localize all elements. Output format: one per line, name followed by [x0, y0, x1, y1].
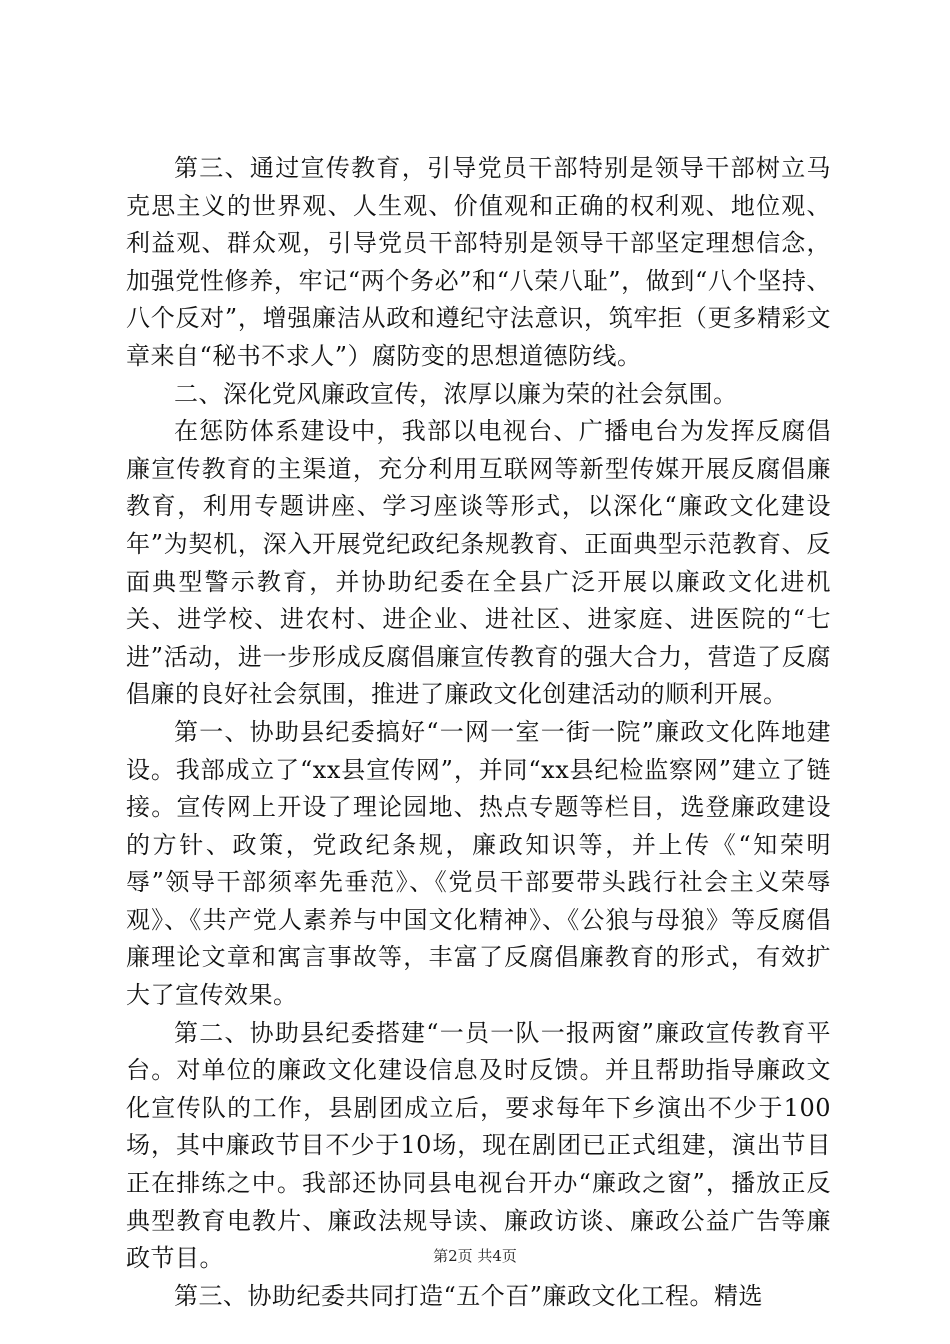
paragraph-first: 第一、协助县纪委搞好“一网一室一街一院”廉政文化阵地建设。我部成立了“xx县宣传网”，并同“xx县纪检监察网”建立了链接。宣传网上开设了理论园地、热点专题等栏目，选登廉政建设的方针、政策，党政纪条规，廉政知识等，并上传《“知荣明辱”领导干部须率先垂范》、《党员干部要带头践行社会主义荣辱观》、《共产党人素养与中国文化精神》、《公狼与母狼》等反腐倡廉理论文章和寓言事故等，丰富了反腐倡廉教育的形式，有效扩大了宣传效果。: [126, 717, 831, 1010]
document-body: [126, 150, 831, 1315]
paragraph-education: 第三、通过宣传教育，引导党员干部特别是领导干部树立马克思主义的世界观、人生观、价值观和正确的权利观、地位观、利益观、群众观，引导党员干部特别是领导干部坚定理想信念，加强党性修养，牢记“两个务必”和“八荣八耻”，做到“八个坚持、八个反对”，增强廉洁从政和遵纪守法意识，筑牢拒（更多精彩文章来自“秘书不求人”）腐防变的思想道德防线。: [126, 154, 831, 370]
paragraph-second: 第二、协助县纪委搭建“一员一队一报两窗”廉政宣传教育平台。对单位的廉政文化建设信息及时反馈。并且帮助指导廉政文化宣传队的工作，县剧团成立后，要求每年下乡演出不少于100场，其中廉政节目不少于10场，现在剧团已正式组建，演出节目正在排练之中。我部还协同县电视台开办“廉政之窗”，播放正反典型教育电教片、廉政法规导读、廉政访谈、廉政公益广告等廉政节目。: [126, 1018, 831, 1273]
page-number-footer: 第2页 共4页: [433, 1247, 517, 1265]
paragraph-third: 第三、协助纪委共同打造“五个百”廉政文化工程。精选: [174, 1281, 764, 1310]
paragraph-publicity: 在惩防体系建设中，我部以电视台、广播电台为发挥反腐倡廉宣传教育的主渠道，充分利用互联网等新型传媒开展反腐倡廉教育，利用专题讲座、学习座谈等形式，以深化“廉政文化建设年”为契机，深入开展党纪政纪条规教育、正面典型示范教育、反面典型警示教育，并协助纪委在全县广泛开展以廉政文化进机关、进学校、进农村、进企业、进社区、进家庭、进医院的“七进”活动，进一步形成反腐倡廉宣传教育的强大合力，营造了反腐倡廉的良好社会氛围，推进了廉政文化创建活动的顺利开展。: [126, 417, 831, 709]
section-heading: 二、深化党风廉政宣传，浓厚以廉为荣的社会氛围。: [174, 379, 738, 408]
